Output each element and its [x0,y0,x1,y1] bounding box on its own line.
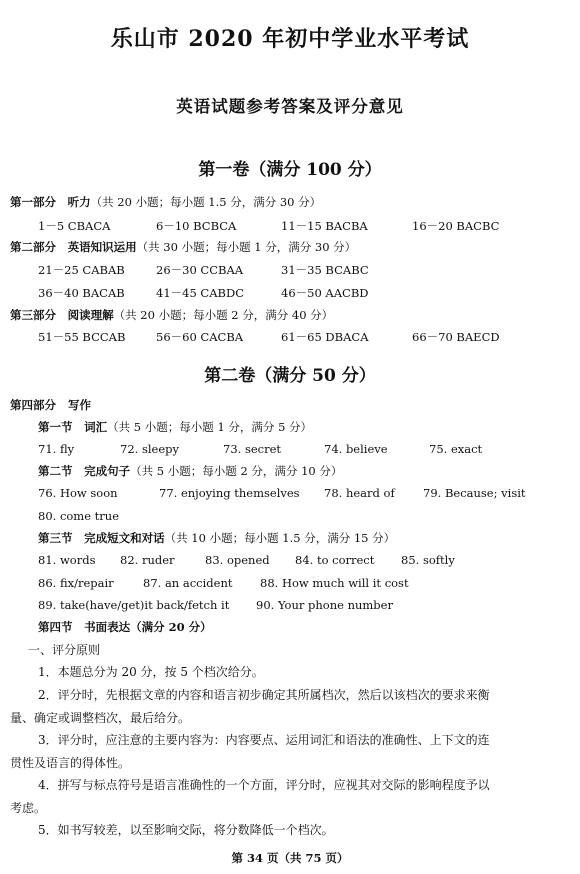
answer-item: 77. enjoying themselves [159,486,300,500]
part-3-title: 阅读理解 [67,308,114,322]
answer-item: 80. come true [38,509,120,523]
principle-2-line-1: 2．评分时，先根据文章的内容和语言初步确定其所属档次，然后以该档次的要求来衡 [38,688,490,702]
part-3-desc: （共 20 小题；每小题 2 分，满分 40 分） [113,308,334,322]
section-1-title: 词汇 [84,420,108,434]
answer-item: 81. words [38,553,96,567]
answer-item: 78. heard of [324,486,395,500]
section-3-heading [38,531,395,545]
section-2-title: 完成句子 [84,464,131,478]
section-4-heading [38,620,212,634]
section-2-desc: （共 5 小题；每小题 2 分，满分 10 分） [130,464,343,478]
answer-item: 85. softly [401,553,455,567]
page-footer: 第 34 页（共 75 页） [231,851,349,865]
section-4-title: 书面表达 [84,620,131,634]
answer-item: 82. ruder [120,553,175,567]
section-4-desc: （满分 20 分） [130,620,212,634]
page-subtitle: 英语试题参考答案及评分意见 [176,97,404,116]
principles-heading: 一、评分原则 [28,643,101,657]
part-2-title: 英语知识运用 [67,240,137,254]
volume-1-title: 第一卷（满分 100 分） [198,160,382,180]
answer-item: 71. fly [38,442,75,456]
answer-group: 1－5 CBACA [38,219,111,233]
principle-1: 1．本题总分为 20 分，按 5 个档次给分。 [38,665,264,679]
part-2-heading [10,240,356,254]
answer-group: 16－20 BACBC [412,219,500,233]
section-3-title: 完成短文和对话 [84,531,165,545]
part-3-heading [10,308,333,322]
answer-group: 56－60 CACBA [156,330,244,344]
answer-group: 6－10 BCBCA [156,219,237,233]
part-1-desc: （共 20 小题；每小题 1.5 分，满分 30 分） [90,195,322,209]
answer-group: 66－70 BAECD [412,330,500,344]
answer-group: 36－40 BACAB [38,286,125,300]
section-3-desc: （共 10 小题；每小题 1.5 分，满分 15 分） [164,531,396,545]
principle-2-line-2: 量、确定或调整档次，最后给分。 [10,711,191,725]
part-1-heading [10,195,321,209]
answer-item: 73. secret [223,442,282,456]
answer-item: 87. an accident [143,576,233,590]
answer-item: 75. exact [429,442,483,456]
answer-group: 21－25 CABAB [38,263,125,277]
answer-group: 41－45 CABDC [156,286,244,300]
part-2-desc: （共 30 小题；每小题 1 分，满分 30 分） [136,240,357,254]
answer-item: 79. Because; visit [423,486,526,500]
answer-group: 46－50 AACBD [281,286,369,300]
section-1-name: 第一节 [38,420,73,434]
answer-group: 31－35 BCABC [281,263,369,277]
principle-4-line-1: 4．拼写与标点符号是语言准确性的一个方面，评分时，应视其对交际的影响程度予以 [38,778,490,792]
principle-5: 5．如书写较差，以至影响交际，将分数降低一个档次。 [38,823,334,837]
part-3-name: 第三部分 [10,308,56,322]
part-4-name: 第四部分 [10,398,56,412]
section-3-name: 第三节 [38,531,73,545]
answer-item: 76. How soon [38,486,118,500]
section-2-name: 第二节 [38,464,73,478]
volume-2-title: 第二卷（满分 50 分） [204,366,376,386]
answer-item: 89. take(have/get)it back/fetch it [38,598,230,612]
part-1-name: 第一部分 [10,195,56,209]
answer-item: 88. How much will it cost [260,576,409,590]
answer-group: 51－55 BCCAB [38,330,126,344]
section-1-heading [38,420,312,434]
principle-3-line-1: 3．评分时，应注意的主要内容为：内容要点、运用词汇和语法的准确性、上下文的连 [38,733,490,747]
section-4-name: 第四节 [38,620,73,634]
answer-group: 11－15 BACBA [281,219,368,233]
part-2-name: 第二部分 [10,240,56,254]
part-1-title: 听力 [67,195,91,209]
answer-item: 84. to correct [295,553,375,567]
answer-group: 61－65 DBACA [281,330,369,344]
answer-item: 90. Your phone number [256,598,393,612]
answer-item: 86. fix/repair [38,576,114,590]
answer-group: 26－30 CCBAA [156,263,244,277]
page-title: 乐山市 2020 年初中学业水平考试 [110,26,470,52]
part-4-heading [10,398,91,412]
principle-4-line-2: 考虑。 [10,801,47,815]
section-2-heading [38,464,342,478]
section-1-desc: （共 5 小题；每小题 1 分，满分 5 分） [107,420,313,434]
answer-item: 72. sleepy [120,442,179,456]
principle-3-line-2: 贯性及语言的得体性。 [10,756,131,770]
answer-item: 74. believe [324,442,388,456]
answer-item: 83. opened [205,553,270,567]
part-4-title: 写作 [68,398,92,412]
